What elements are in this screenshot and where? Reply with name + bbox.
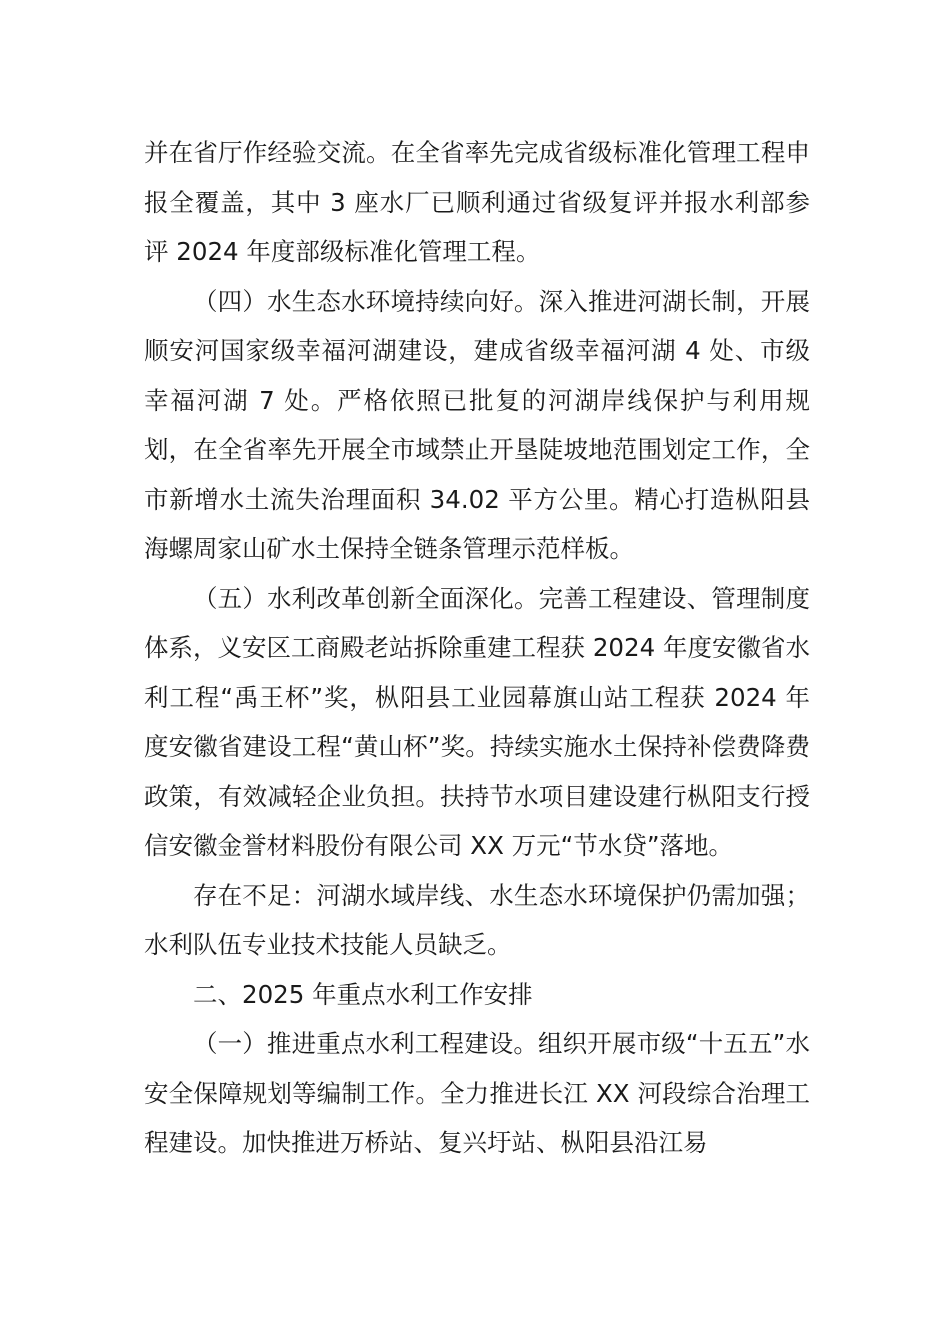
paragraph-key-projects: （一）推进重点水利工程建设。组织开展市级“十五五”水安全保障规划等编制工作。全力推进长江 XX 河段综合治理工程建设。加快推进万桥站、复兴圩站、枞阳县沿江易 <box>144 1029 810 1157</box>
paragraph-standardization: 并在省厅作经验交流。在全省率先完成省级标准化管理工程申报全覆盖，其中 3 座水厂已顺利通过省级复评并报水利部参评 2024 年度部级标准化管理工程。 <box>144 138 810 266</box>
paragraph-shortcomings: 存在不足：河湖水域岸线、水生态水环境保护仍需加强；水利队伍专业技术技能人员缺乏。 <box>144 880 810 959</box>
section-heading-2025-plan: 二、2025 年重点水利工作安排 <box>193 979 533 1009</box>
paragraph-water-ecology: （四）水生态水环境持续向好。深入推进河湖长制，开展顺安河国家级幸福河湖建设，建成省级幸福河湖 4 处、市级幸福河湖 7 处。严格依照已批复的河湖岸线保护与利用规划，在全省率先开展全市域禁止开垦陡坡地范围划定工作，全市新增水土流失治理面积 34.02 平方公里。精心打造枞阳县海螺周家山矿水土保持全链条管理示范样板。 <box>144 286 810 563</box>
document-body <box>144 128 810 1168</box>
paragraph-reform-innovation: （五）水利改革创新全面深化。完善工程建设、管理制度体系，义安区工商殿老站拆除重建工程获 2024 年度安徽省水利工程“禹王杯”奖，枞阳县工业园幕旗山站工程获 2024 年度安徽省建设工程“黄山杯”奖。持续实施水土保持补偿费降费政策，有效减轻企业负担。扶持节水项目建设建行枞阳支行授信安徽金誉材料股份有限公司 XX 万元“节水贷”落地。 <box>144 583 810 860</box>
